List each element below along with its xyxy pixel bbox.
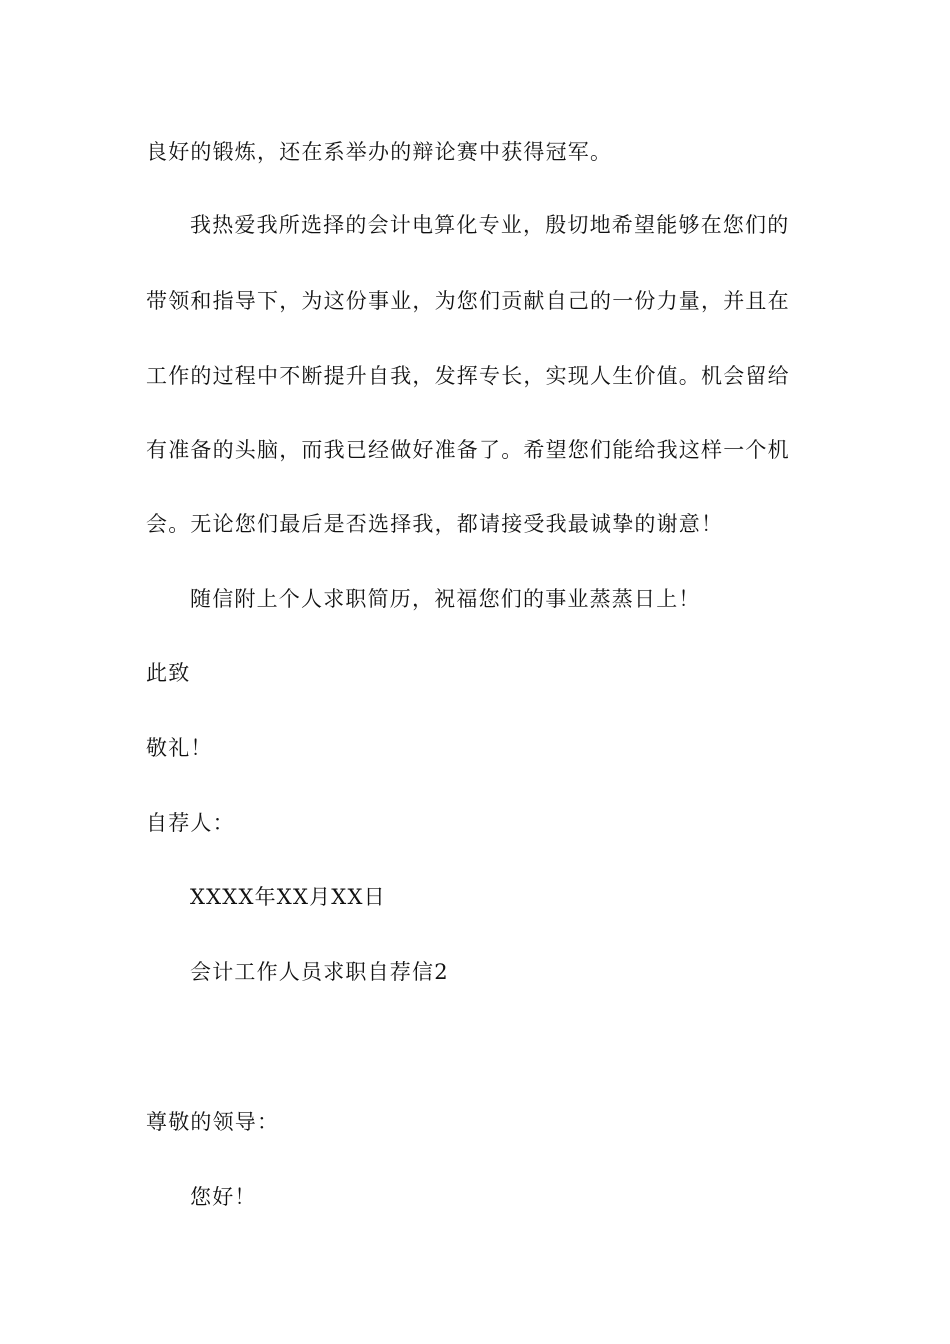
paragraph-line: 有准备的头脑，而我已经做好准备了。希望您们能给我这样一个机 [146, 438, 790, 462]
signature-label: 自荐人： [146, 811, 235, 835]
paragraph-line: 随信附上个人求职简历，祝福您们的事业蒸蒸日上！ [190, 587, 701, 611]
paragraph-line: 会。无论您们最后是否选择我，都请接受我最诚挚的谢意！ [146, 512, 724, 536]
paragraph-line: 带领和指导下，为这份事业，为您们贡献自己的一份力量，并且在 [146, 289, 790, 313]
date-line: XXXX年XX月XX日 [190, 885, 386, 909]
closing-regards: 敬礼！ [146, 736, 213, 760]
closing-salutation: 此致 [146, 661, 191, 685]
greeting-hello: 您好！ [190, 1185, 257, 1209]
letter-title: 会计工作人员求职自荐信2 [190, 960, 449, 984]
paragraph-line: 我热爱我所选择的会计电算化专业，殷切地希望能够在您们的 [190, 213, 790, 237]
paragraph-line: 良好的锻炼，还在系举办的辩论赛中获得冠军。 [146, 140, 613, 164]
paragraph-line: 工作的过程中不断提升自我，发挥专长，实现人生价值。机会留给 [146, 364, 790, 388]
greeting: 尊敬的领导： [146, 1110, 280, 1134]
